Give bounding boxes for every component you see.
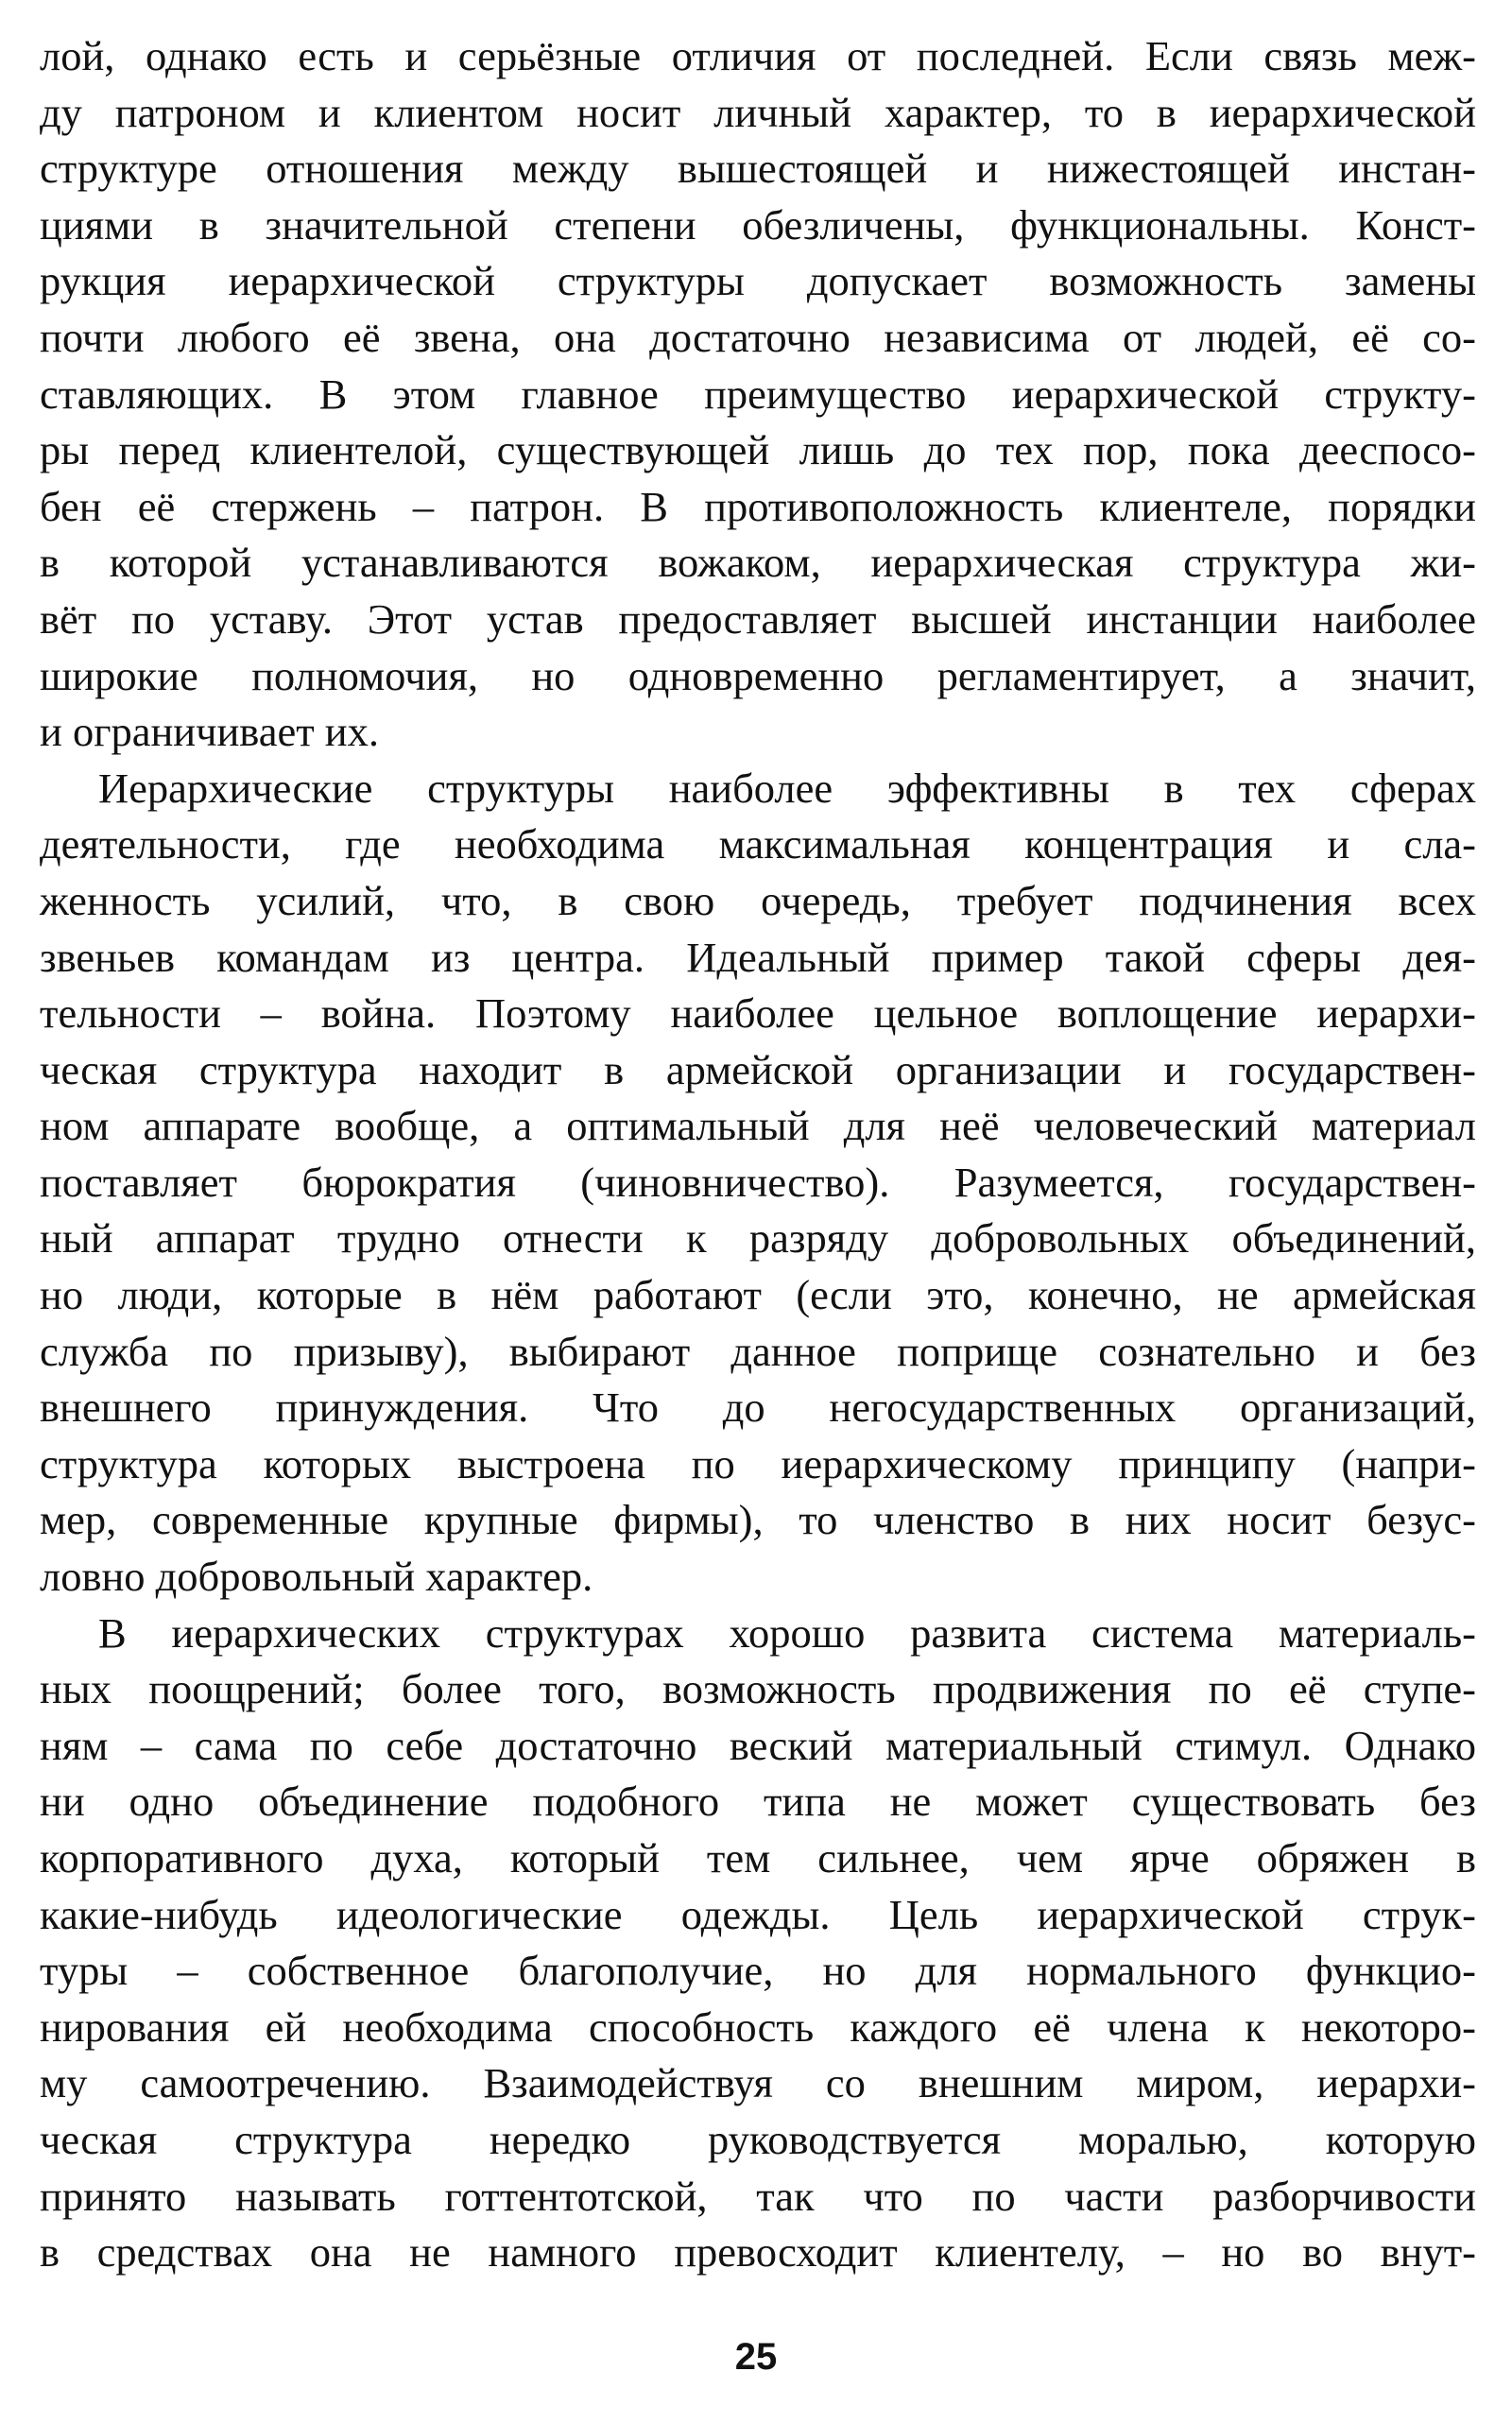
text-line: ческая структура находит в армейской организации и государствен- <box>40 1045 1476 1093</box>
page-number: 25 <box>734 2336 778 2378</box>
text-line: ставляющих. В этом главное преимущество иерархической структу- <box>40 369 1476 418</box>
text-line: и ограничивает их. <box>40 708 379 756</box>
text-line: в которой устанавливаются вожаком, иерархическая структура жи- <box>40 539 1476 587</box>
text-line: Иерархические структуры наиболее эффективны в тех сферах <box>98 764 1476 812</box>
text-line: циями в значительной степени обезличены, функциональны. Конст- <box>40 200 1476 249</box>
text-line: широкие полномочия, но одновременно регламентирует, а значит, <box>40 651 1476 699</box>
text-line: ловно добровольный характер. <box>40 1553 593 1601</box>
text-line: ных поощрений; более того, возможность продвижения по её ступе- <box>40 1665 1476 1713</box>
text-line: ческая структура нередко руководствуется моралью, которую <box>40 2115 1476 2163</box>
text-line: внешнего принуждения. Что до негосударственных организаций, <box>40 1383 1476 1432</box>
text-line: ду патроном и клиентом носит личный характер, то в иерархической <box>40 88 1476 136</box>
body-text <box>40 28 1476 2281</box>
text-line: структуре отношения между вышестоящей и нижестоящей инстан- <box>40 145 1476 193</box>
text-line: почти любого её звена, она достаточно независима от людей, её со- <box>40 313 1476 361</box>
text-line: звеньев командам из центра. Идеальный пример такой сферы дея- <box>40 933 1476 981</box>
text-line: какие-нибудь идеологические одежды. Цель иерархической струк- <box>40 1890 1476 1938</box>
text-line: ры перед клиентелой, существующей лишь до тех пор, пока дееспосо- <box>40 426 1476 474</box>
paragraph <box>40 1606 1476 2281</box>
paragraph <box>40 28 1476 761</box>
text-line: мер, современные крупные фирмы), то членство в них носит безус- <box>40 1496 1476 1544</box>
text-line: тельности – война. Поэтому наиболее цельное воплощение иерархи- <box>40 989 1476 1038</box>
text-line: бен её стержень – патрон. В противоположность клиентеле, порядки <box>40 482 1476 530</box>
text-line: рукция иерархической структуры допускает возможность замены <box>40 257 1476 305</box>
text-line: служба по призыву), выбирают данное поприще сознательно и без <box>40 1327 1476 1375</box>
text-line: В иерархических структурах хорошо развита система материаль- <box>98 1608 1476 1657</box>
text-line: женность усилий, что, в свою очередь, требует подчинения всех <box>40 876 1476 924</box>
text-line: структура которых выстроена по иерархическому принципу (напри- <box>40 1439 1476 1487</box>
text-line: поставляет бюрократия (чиновничество). Разумеется, государствен- <box>40 1158 1476 1206</box>
text-line: вёт по уставу. Этот устав предоставляет высшей инстанции наиболее <box>40 594 1476 643</box>
text-line: в средствах она не намного превосходит клиентелу, – но во внут- <box>40 2228 1476 2277</box>
paragraph <box>40 761 1476 1606</box>
text-line: ням – сама по себе достаточно веский материальный стимул. Однако <box>40 1721 1476 1769</box>
text-line: принято называть готтентотской, так что по части разборчивости <box>40 2172 1476 2220</box>
text-line: ный аппарат трудно отнести к разряду добровольных объединений, <box>40 1214 1476 1263</box>
text-line: ни одно объединение подобного типа не может существовать без <box>40 1778 1476 1826</box>
text-line: корпоративного духа, который тем сильнее, чем ярче обряжен в <box>40 1834 1476 1882</box>
text-line: но люди, которые в нём работают (если это, конечно, не армейская <box>40 1271 1476 1319</box>
text-line: му самоотречению. Взаимодействуя со внешним миром, иерархи- <box>40 2059 1476 2107</box>
text-line: ном аппарате вообще, а оптимальный для неё человеческий материал <box>40 1102 1476 1150</box>
text-line: лой, однако есть и серьёзные отличия от последней. Если связь меж- <box>40 32 1476 79</box>
text-line: деятельности, где необходима максимальная концентрация и сла- <box>40 820 1476 868</box>
text-line: нирования ей необходима способность каждого её члена к некоторо- <box>40 2002 1476 2051</box>
text-line: туры – собственное благополучие, но для нормального функцио- <box>40 1947 1476 1995</box>
